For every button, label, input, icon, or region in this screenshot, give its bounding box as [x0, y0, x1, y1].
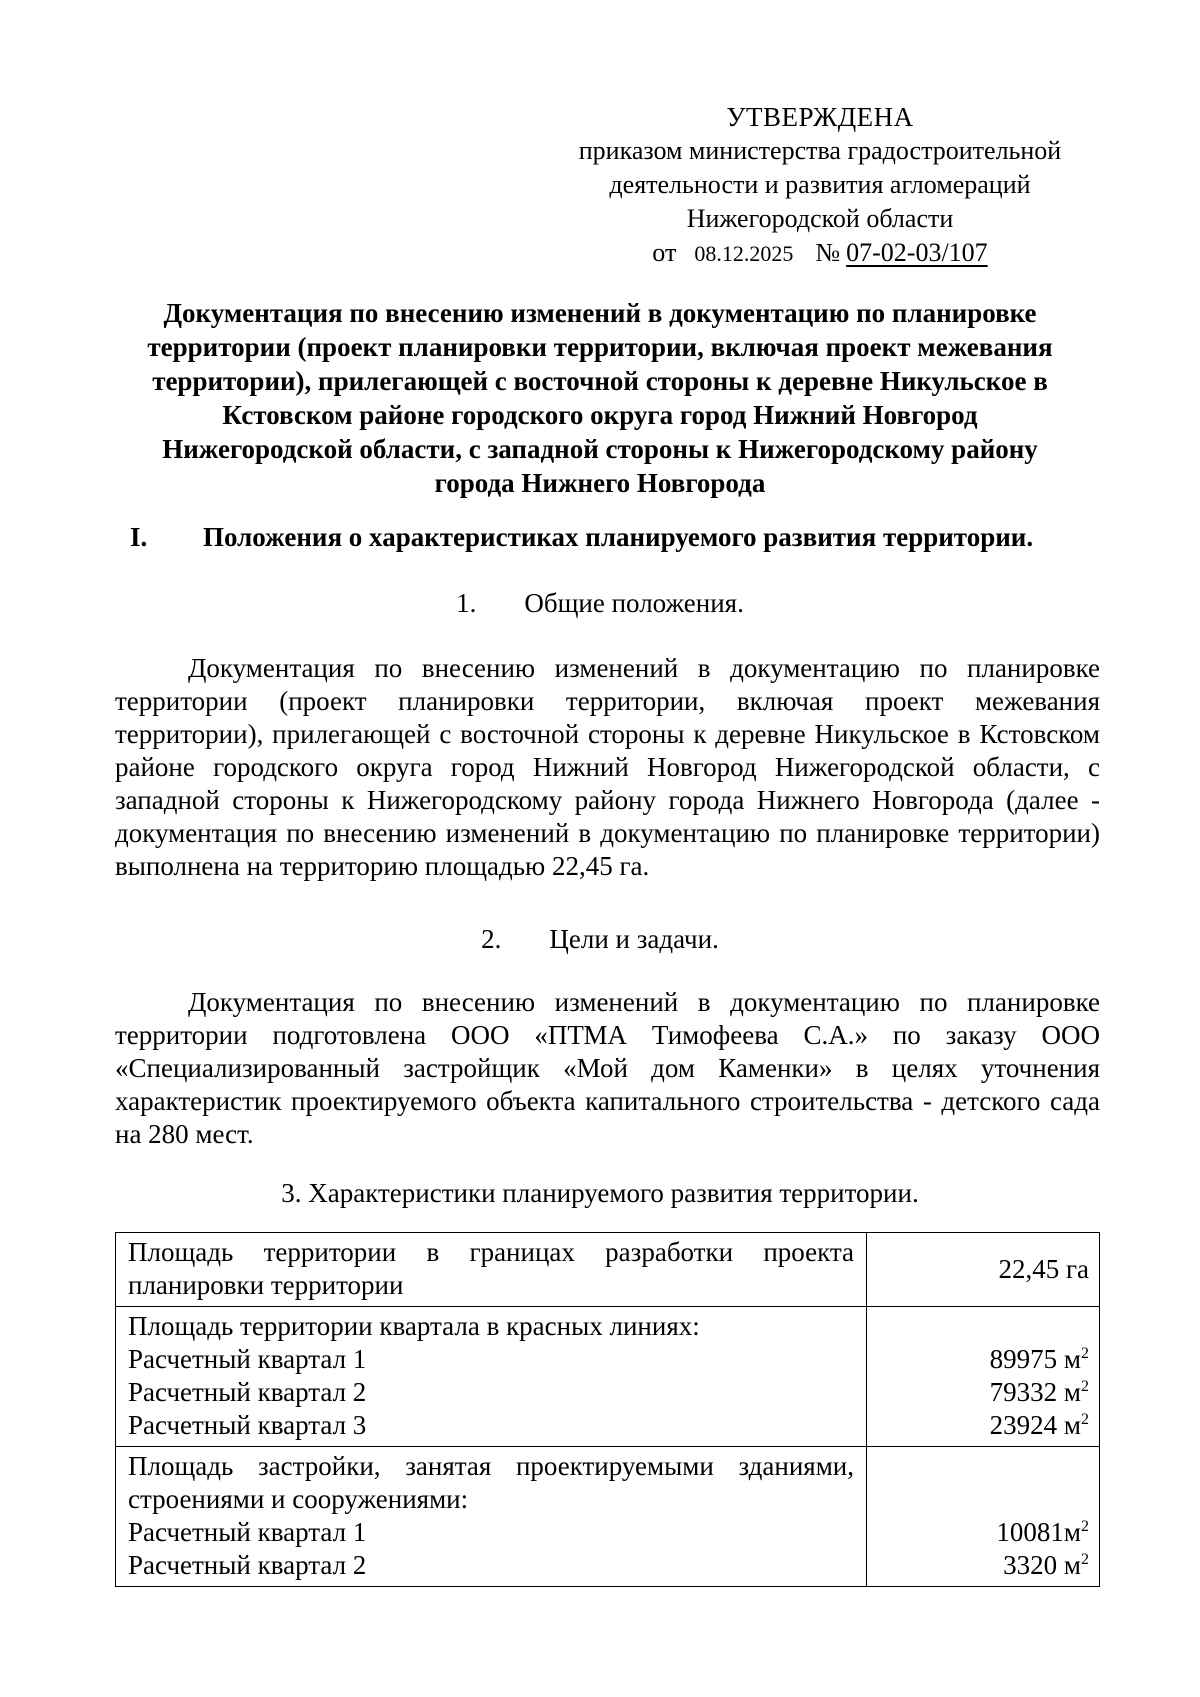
subsection-title: Общие положения. [524, 588, 744, 618]
order-number: 07-02-03/107 [846, 238, 988, 267]
item-name: Расчетный квартал 1 [128, 1517, 367, 1547]
table-cell-label [116, 1307, 867, 1447]
order-date: 08.12.2025 [694, 241, 794, 266]
approval-line-3: Нижегородской области [686, 204, 954, 233]
subsection-number: 3. [281, 1178, 302, 1208]
table-cell-value [867, 1307, 1100, 1447]
section-heading [130, 520, 1090, 554]
item-value: $10081м^2$ [996, 1517, 1089, 1547]
paragraph-general: Документация по внесению изменений в документацию по планировке территории (проект планировки территории, включая проект межевания территории), прилегающей с восточной стороны к деревне Никульское в Кстовском районе городского округа город Нижний Новгород Нижегородской области, с западной стороны к Нижегородскому району города Нижнего Новгорода (далее - документация по внесению изменений в документацию по планировке территории) выполнена на территорию площадью 22,45 га. [115, 653, 1100, 881]
subsection-number: 2. [481, 924, 502, 954]
characteristics-table [115, 1232, 1100, 1587]
table-cell-label: Площадь территории в границах разработки проекта планировки территории [116, 1233, 867, 1307]
table-row [116, 1307, 1100, 1447]
approval-block [560, 100, 1080, 271]
approval-line-1: приказом министерства градостроительной [578, 136, 1062, 165]
row-heading: Площадь застройки, занятая проектируемыми зданиями, строениями и сооружениями: [128, 1451, 854, 1514]
subsection-heading-2 [0, 922, 1200, 956]
item-value: 23924 $м^2$ [989, 1410, 1089, 1440]
table-row [116, 1233, 1100, 1307]
item-value: 3320 $м^2$ [1003, 1550, 1089, 1580]
item-name: Расчетный квартал 1 [128, 1344, 367, 1374]
table-cell-value: 22,45 га [867, 1233, 1100, 1307]
subsection-number: 1. [456, 588, 477, 618]
order-from-label: от [652, 238, 677, 267]
item-name: Расчетный квартал 2 [128, 1377, 367, 1407]
subsection-heading-3 [0, 1176, 1200, 1210]
table-cell-value [867, 1447, 1100, 1587]
item-value: 89975 $м^2$ [989, 1344, 1089, 1374]
section-title: Положения о характеристиках планируемого развития территории. [203, 522, 1034, 552]
item-name: Расчетный квартал 2 [128, 1550, 367, 1580]
order-line [560, 236, 1080, 271]
section-number: I. [130, 522, 148, 552]
approval-title: УТВЕРЖДЕНА [726, 102, 914, 132]
row-heading: Площадь территории квартала в красных линиях: [128, 1311, 700, 1341]
table-cell-label [116, 1447, 867, 1587]
subsection-title: Цели и задачи. [549, 924, 719, 954]
item-name: Расчетный квартал 3 [128, 1410, 367, 1440]
paragraph-goals: Документация по внесению изменений в документацию по планировке территории подготовлена ООО «ПТМА Тимофеева С.А.» по заказу ООО «Специализированный застройщик «Мой дом Каменки» в целях уточнения характеристик проектируемого объекта капитального строительства - детского сада на 280 мест. [115, 987, 1100, 1149]
approval-line-2: деятельности и развития агломераций [609, 170, 1031, 199]
table-row [116, 1447, 1100, 1587]
item-value: 79332 $м^2$ [989, 1377, 1089, 1407]
order-number-label: № [815, 238, 841, 267]
document-title: Документация по внесению изменений в документацию по планировке территории (проект планировки территории, включая проект межевания территории), прилегающей с восточной стороны к деревне Никульское в Кстовском районе городского округа город Нижний Новгород Нижегородской области, с западной стороны к Нижегородскому району города Нижнего Новгорода [147, 298, 1053, 498]
subsection-title: Характеристики планируемого развития территории. [308, 1178, 919, 1208]
subsection-heading-1 [0, 586, 1200, 620]
